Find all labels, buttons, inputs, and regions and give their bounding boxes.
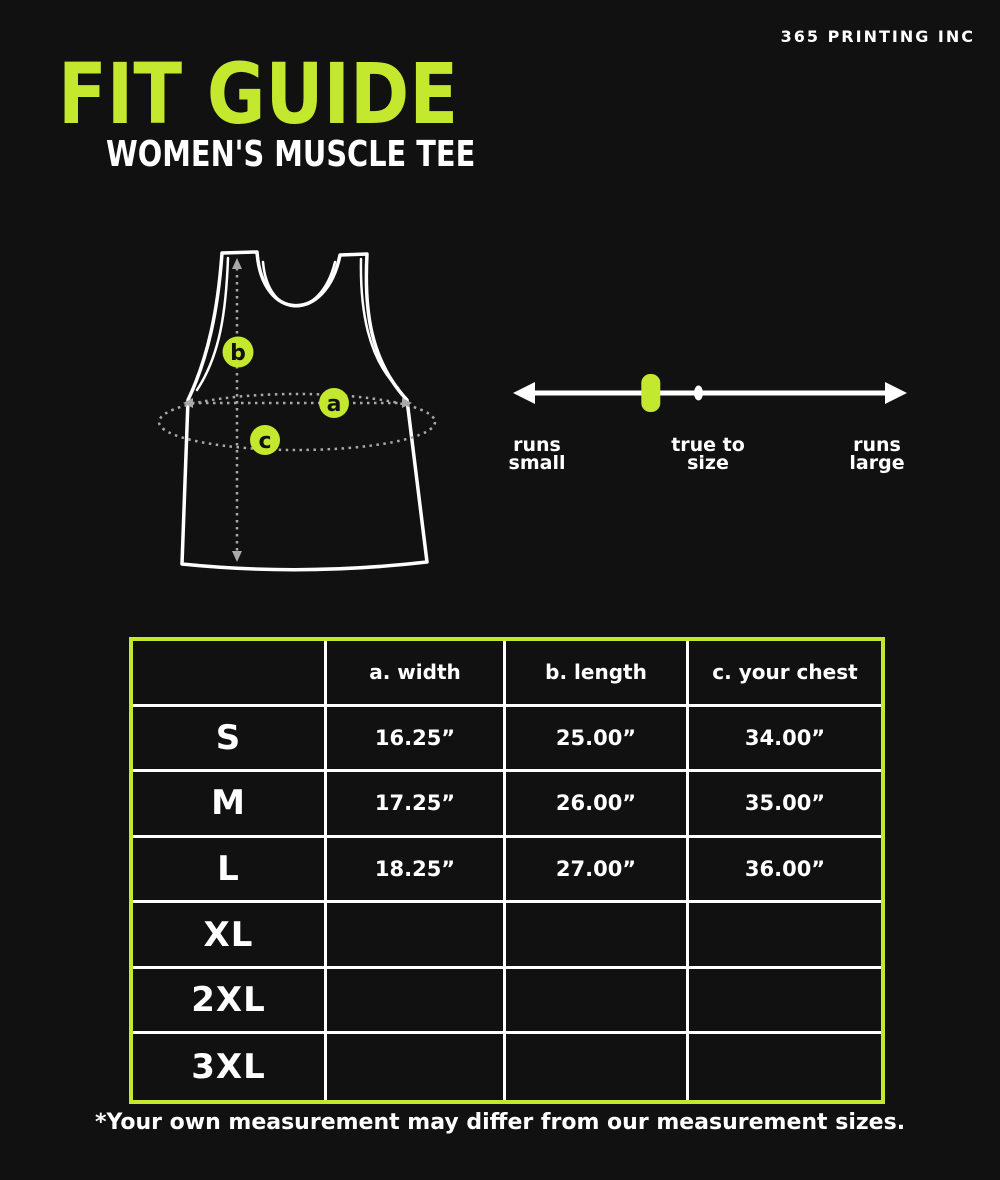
value-s-length: 25.00” xyxy=(506,707,689,773)
page-title: FIT GUIDE xyxy=(58,45,459,143)
fit-scale-label-runs-large: runs large xyxy=(849,434,905,475)
measurement-guides xyxy=(159,268,435,552)
fit-scale xyxy=(505,358,915,428)
value-m-width: 17.25” xyxy=(327,772,506,838)
marker-b-label: b xyxy=(230,341,246,366)
value-s-chest: 34.00” xyxy=(689,707,881,773)
marker-c-label: c xyxy=(258,429,272,454)
table-header-empty xyxy=(133,641,327,707)
table-header-width: a. width xyxy=(327,641,506,707)
fit-scale-label-true-to-size: true to size xyxy=(671,434,745,475)
value-s-width: 16.25” xyxy=(327,707,506,773)
measurement-disclaimer: *Your own measurement may differ from our measurement sizes. xyxy=(94,1110,906,1135)
value-l-chest: 36.00” xyxy=(689,838,881,904)
value-m-length: 26.00” xyxy=(506,772,689,838)
table-header-length: b. length xyxy=(506,641,689,707)
value-2xl-width xyxy=(327,969,506,1035)
size-label-s: S xyxy=(133,707,327,773)
fit-scale-labels xyxy=(505,436,915,480)
tank-top-outline-icon xyxy=(182,252,427,570)
value-3xl-chest xyxy=(689,1034,881,1100)
marker-b xyxy=(223,337,254,368)
fit-scale-arrow-icon xyxy=(513,382,907,404)
value-2xl-length xyxy=(506,969,689,1035)
size-label-2xl: 2XL xyxy=(133,969,327,1035)
size-label-l: L xyxy=(133,838,327,904)
size-label-m: M xyxy=(133,772,327,838)
table-header-chest: c. your chest xyxy=(689,641,881,707)
fit-scale-indicator xyxy=(641,374,660,412)
value-l-length: 27.00” xyxy=(506,838,689,904)
value-xl-width xyxy=(327,903,506,969)
value-3xl-length xyxy=(506,1034,689,1100)
value-3xl-width xyxy=(327,1034,506,1100)
size-label-xl: XL xyxy=(133,903,327,969)
size-label-3xl: 3XL xyxy=(133,1034,327,1100)
brand-text: 365 PRINTING INC xyxy=(780,27,975,46)
tank-top-diagram xyxy=(140,240,460,580)
marker-a-label: a xyxy=(326,392,342,417)
marker-a xyxy=(319,388,349,418)
value-xl-length xyxy=(506,903,689,969)
value-l-width: 18.25” xyxy=(327,838,506,904)
size-table xyxy=(129,637,885,1104)
value-m-chest: 35.00” xyxy=(689,772,881,838)
marker-c xyxy=(250,425,280,455)
fit-scale-label-runs-small: runs small xyxy=(508,434,566,475)
value-xl-chest xyxy=(689,903,881,969)
value-2xl-chest xyxy=(689,969,881,1035)
page-subtitle: WOMEN'S MUSCLE TEE xyxy=(106,134,476,175)
fit-scale-center-marker xyxy=(694,386,703,401)
